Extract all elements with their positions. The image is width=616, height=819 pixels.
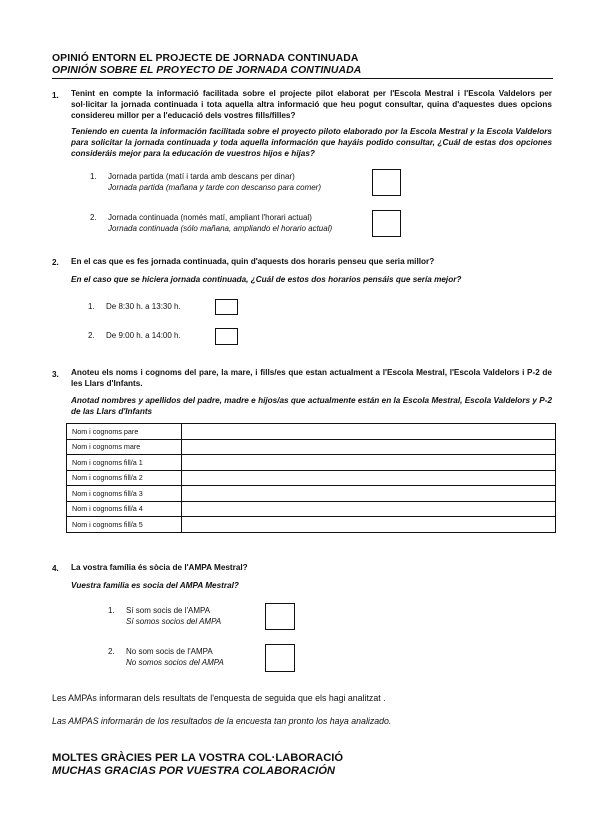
table-row: [67, 455, 556, 471]
table-row: [67, 486, 556, 502]
child-1-name-field[interactable]: [182, 455, 556, 471]
question-2-option-2-number: 2.: [88, 331, 95, 340]
option-label-spanish: Jornada continuada (sólo mañana, ampliando el horario actual): [108, 223, 333, 233]
question-3-number: 3.: [52, 370, 59, 379]
question-1-option-2-checkbox[interactable]: [372, 210, 401, 237]
child-4-name-field[interactable]: [182, 501, 556, 517]
question-4-option-1-label: [126, 606, 221, 627]
question-1-option-2-number: 2.: [90, 213, 97, 222]
question-2-option-2-label: De 9:00 h. a 14:00 h.: [106, 331, 181, 340]
row-label: Nom i cognoms pare: [67, 424, 182, 440]
table-row: [67, 470, 556, 486]
question-1-option-1-checkbox[interactable]: [372, 169, 401, 196]
row-label: Nom i cognoms fill/a 4: [67, 501, 182, 517]
question-2-number: 2.: [52, 258, 59, 267]
survey-title-spanish: OPINIÓN SOBRE EL PROYECTO DE JORNADA CONTINUADA: [52, 65, 362, 76]
table-row: [67, 501, 556, 517]
option-label-catalan: Sí som socis de l'AMPA: [126, 606, 211, 615]
question-2-text-catalan: En el cas que es fes jornada continuada, quin d'aquests dos horaris penseu que seria millor?: [71, 257, 435, 266]
question-4-option-2-number: 2.: [108, 647, 115, 656]
option-label-catalan: No som socis de l'AMPA: [126, 647, 213, 656]
question-1-option-2-label: [108, 213, 332, 234]
option-label-catalan: Jornada partida (matí i tarda amb descans per dinar): [108, 172, 295, 181]
question-2-option-2-checkbox[interactable]: [215, 328, 238, 345]
row-label: Nom i cognoms fill/a 3: [67, 486, 182, 502]
option-label-spanish: Jornada partida (mañana y tarde con descanso para comer): [108, 182, 322, 192]
thanks-message-spanish: MUCHAS GRACIAS POR VUESTRA COLABORACIÓN: [52, 765, 336, 777]
question-4-option-1-number: 1.: [108, 606, 115, 615]
question-4-option-2-checkbox[interactable]: [265, 644, 295, 672]
question-4-text-spanish: Vuestra familia es socia del AMPA Mestral?: [71, 581, 239, 590]
child-5-name-field[interactable]: [182, 517, 556, 533]
table-row: [67, 439, 556, 455]
child-3-name-field[interactable]: [182, 486, 556, 502]
survey-title-catalan: OPINIÓ ENTORN EL PROJECTE DE JORNADA CONTINUADA: [52, 53, 359, 64]
row-label: Nom i cognoms fill/a 5: [67, 517, 182, 533]
question-1-option-1-label: [108, 172, 321, 193]
thanks-message-catalan: MOLTES GRÀCIES PER LA VOSTRA COL·LABORACIÓ: [52, 752, 344, 764]
option-label-spanish: No somos socios del AMPA: [126, 657, 224, 667]
question-4-number: 4.: [52, 564, 59, 573]
question-2-option-1-number: 1.: [88, 302, 95, 311]
question-1-number: 1.: [52, 91, 59, 100]
option-label-spanish: Sí somos socios del AMPA: [126, 616, 222, 626]
father-name-field[interactable]: [182, 424, 556, 440]
question-4-option-2-label: [126, 647, 224, 668]
table-row: [67, 424, 556, 440]
question-1-option-1-number: 1.: [90, 172, 97, 181]
question-3-text-spanish: Anotad nombres y apellidos del padre, madre e hijos/as que actualmente están en la Escola Mestral, Escola Valdelors y P-2 de las Llars d'Infants: [71, 396, 552, 416]
question-2-option-1-label: De 8:30 h. a 13:30 h.: [106, 302, 181, 311]
question-2-option-1-checkbox[interactable]: [215, 299, 238, 315]
question-4-text-catalan: La vostra família és sòcia de l'AMPA Mestral?: [71, 563, 248, 572]
row-label: Nom i cognoms fill/a 1: [67, 455, 182, 471]
mother-name-field[interactable]: [182, 439, 556, 455]
question-1-text-spanish: Teniendo en cuenta la información facilitada sobre el proyecto piloto elaborado por la Escola Mestral y la Escola Valdelors para solicitar la jornada continuada y toda aquella información que hayáis podido consultar, ¿Cuál de estas dos opciones consideráis mejor para la educación de vuestros hijos e hijas?: [71, 127, 552, 158]
row-label: Nom i cognoms fill/a 2: [67, 470, 182, 486]
option-label-catalan: Jornada continuada (només matí, ampliant l'horari actual): [108, 213, 312, 222]
question-2-text-spanish: En el caso que se hiciera jornada continuada, ¿Cuál de estos dos horarios pensáis que sería mejor?: [71, 275, 462, 284]
results-note-catalan: Les AMPAs informaran dels resultats de l'enquesta de seguida que els hagi analitzat .: [52, 693, 386, 703]
question-1-text-catalan: Tenint en compte la informació facilitada sobre el projecte pilot elaborat per l'Escola Mestral i l'Escola Valdelors per sol·licitar la jornada continuada i tota aquella altra informació que heu pogut consultar, quina d'aquestes dues opcions considereu millor per a l'educació dels vostres fills/filles?: [71, 89, 552, 120]
family-names-table: [66, 423, 556, 533]
question-4-option-1-checkbox[interactable]: [265, 603, 295, 630]
question-3-text-catalan: Anoteu els noms i cognoms del pare, la mare, i fills/es que estan actualment a l'Escola Mestral, l'Escola Valdelors i P-2 de les Llars d'Infants.: [71, 368, 552, 388]
results-note-spanish: Las AMPAS informarán de los resultados de la encuesta tan pronto los haya analizado.: [52, 716, 392, 726]
row-label: Nom i cognoms mare: [67, 439, 182, 455]
table-row: [67, 517, 556, 533]
title-divider: [52, 78, 553, 79]
child-2-name-field[interactable]: [182, 470, 556, 486]
